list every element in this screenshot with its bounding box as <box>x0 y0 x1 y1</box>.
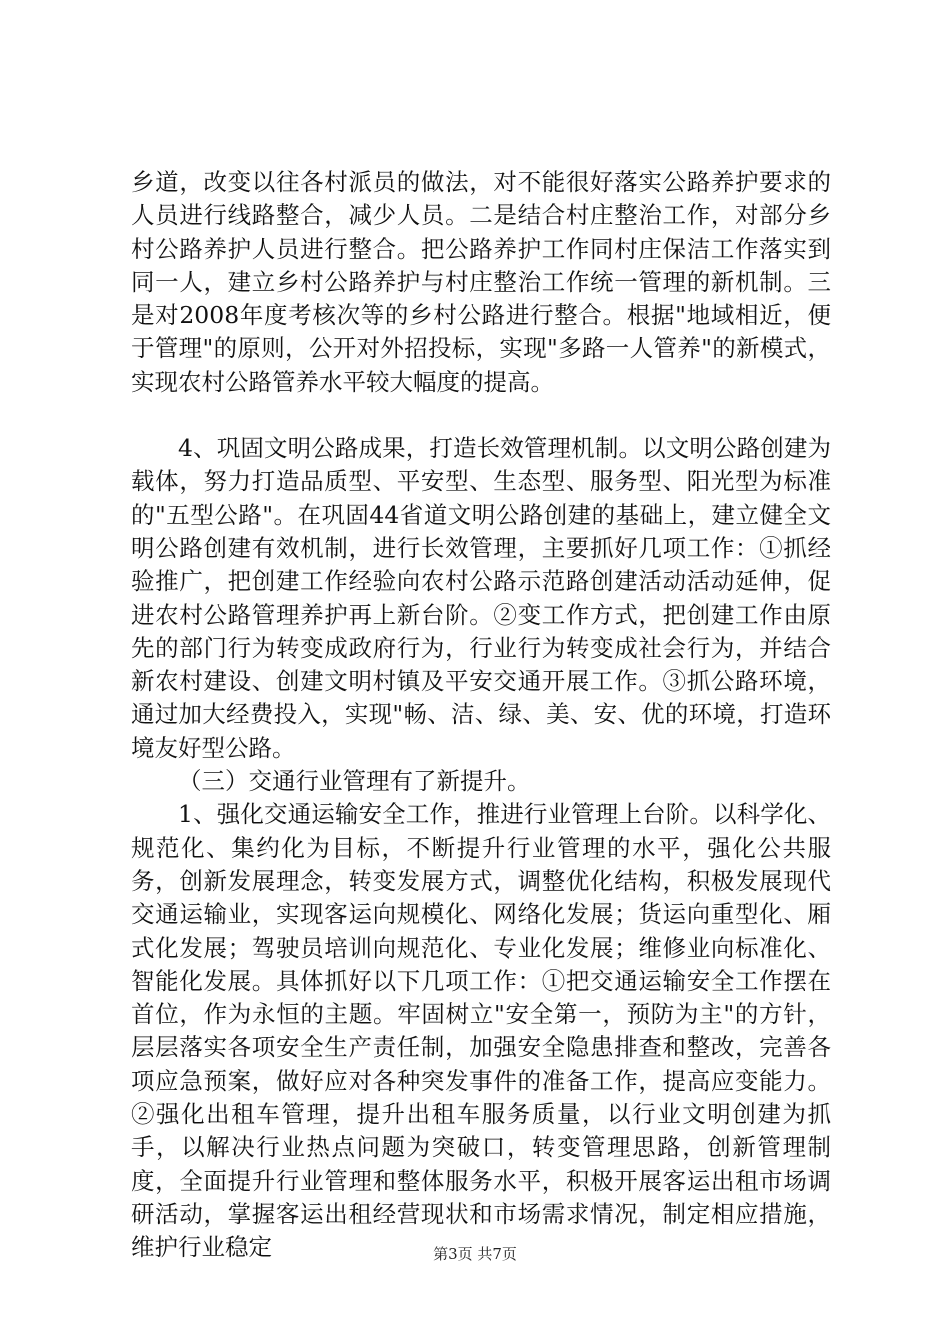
paragraph-continuation: 乡道，改变以往各村派员的做法，对不能很好落实公路养护要求的人员进行线路整合，减少人员。二是结合村庄整治工作，对部分乡村公路养护人员进行整合。把公路养护工作同村庄保洁工作落实到同一人，建立乡村公路养护与村庄整治工作统一管理的新机制。三是对2008年度考核次等的乡村公路进行整合。根据"地域相近，便于管理"的原则，公开对外招投标，实现"多路一人管养"的新模式，实现农村公路管养水平较大幅度的提高。 <box>131 168 831 396</box>
page-footer: 第3页 共7页 <box>433 1245 517 1263</box>
document-body <box>131 166 831 1265</box>
paragraph-item-4: 4、巩固文明公路成果，打造长效管理机制。以文明公路创建为载体，努力打造品质型、平安型、生态型、服务型、阳光型为标准的"五型公路"。在巩固44省道文明公路创建的基础上，建立健全文明公路创建有效机制，进行长效管理，主要抓好几项工作：①抓经验推广，把创建工作经验向农村公路示范路创建活动活动延伸，促进农村公路管理养护再上新台阶。②变工作方式，把创建工作由原先的部门行为转变成政府行为，行业行为转变成社会行为，并结合新农村建设、创建文明村镇及平安交通开展工作。③抓公路环境，通过加大经费投入，实现"畅、洁、绿、美、安、优的环境，打造环境友好型公路。 <box>131 434 831 762</box>
section-heading-3: （三）交通行业管理有了新提升。 <box>178 767 531 796</box>
paragraph-item-1: 1、强化交通运输安全工作，推进行业管理上台阶。以科学化、规范化、集约化为目标，不断提升行业管理的水平，强化公共服务，创新发展理念，转变发展方式，调整优化结构，积极发展现代交通运输业，实现客运向规模化、网络化发展；货运向重型化、厢式化发展；驾驶员培训向规范化、专业化发展；维修业向标准化、智能化发展。具体抓好以下几项工作：①把交通运输安全工作摆在首位，作为永恒的主题。牢固树立"安全第一，预防为主"的方针，层层落实各项安全生产责任制，加强安全隐患排查和整改，完善各项应急预案，做好应对各种突发事件的准备工作，提高应变能力。②强化出租车管理，提升出租车服务质量，以行业文明创建为抓手，以解决行业热点问题为突破口，转变管理思路，创新管理制度，全面提升行业管理和整体服务水平，积极开展客运出租市场调研活动，掌握客运出租经营现状和市场需求情况，制定相应措施，维护行业稳定 <box>131 800 831 1262</box>
